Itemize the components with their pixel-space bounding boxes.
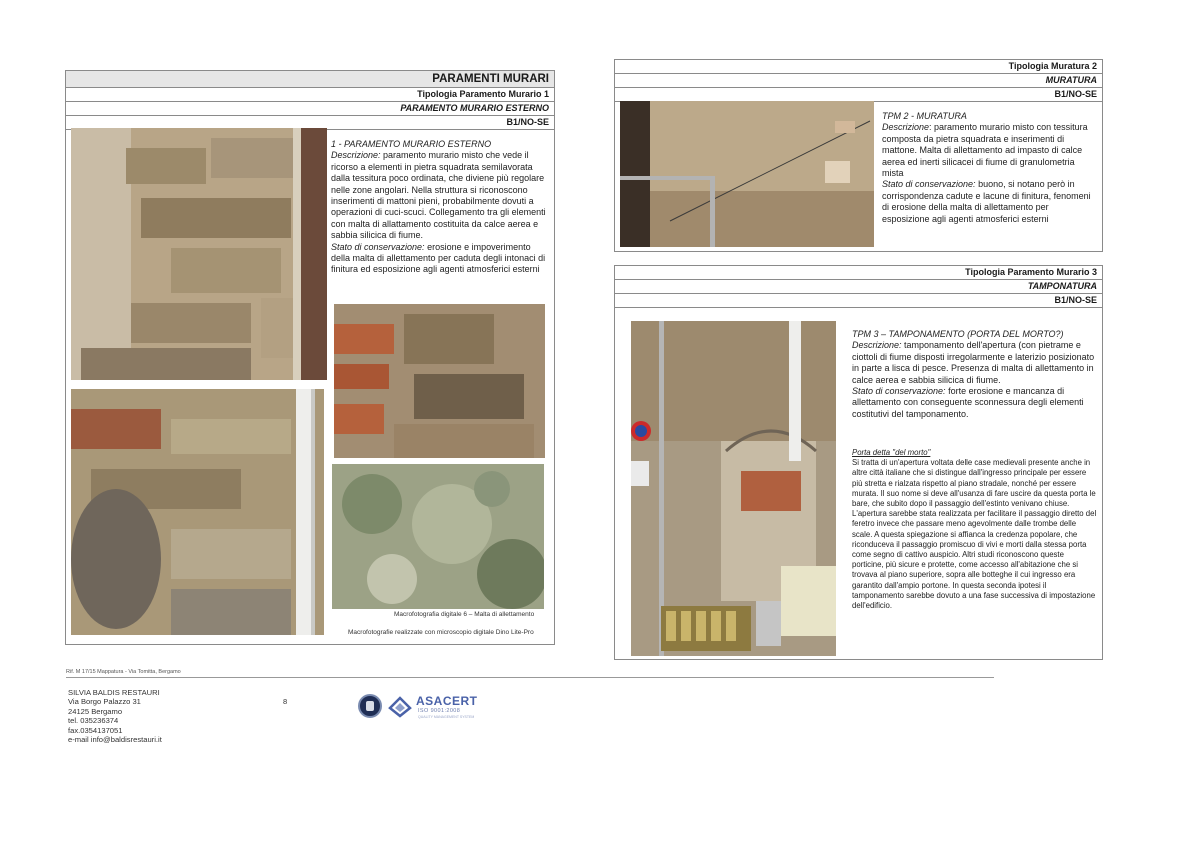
type-code: B1/NO-SE bbox=[66, 116, 554, 130]
macro-caption: Macrofotografia digitale 6 – Malta di allettamento bbox=[394, 611, 535, 618]
asacert-logo-icon bbox=[388, 694, 412, 718]
type-line: Tipologia Muratura 2 bbox=[615, 60, 1102, 74]
brick-closeup-photo bbox=[334, 304, 545, 458]
conservation-state: Stato di conservazione: erosione e impoverimento della malta di allettamento per caduta degli intonaci di finitura ed esposizione agli agenti atmosferici esterni bbox=[331, 241, 546, 275]
wall-photo-1 bbox=[71, 128, 327, 380]
type-line: Tipologia Paramento Murario 1 bbox=[66, 88, 554, 102]
telephone: tel. 035236374 bbox=[68, 716, 119, 726]
type-name: MURATURA bbox=[615, 74, 1102, 88]
cert-iso: ISO 9001:2008 bbox=[418, 708, 461, 714]
text-title: TPM 3 – TAMPONAMENTO (PORTA DEL MORTO?) bbox=[852, 329, 1064, 339]
note-text bbox=[852, 448, 1097, 611]
left-panel bbox=[65, 70, 555, 645]
description-text bbox=[882, 111, 1096, 225]
cert-name: ASACERT bbox=[416, 694, 478, 708]
conservation-state: Stato di conservazione: forte erosione e mancanza di allettamento con conseguente sconnessura degli elementi costitutivi del tamponamento. bbox=[852, 386, 1084, 419]
conservation-state: Stato di conservazione: buono, si notano però in corrispondenza cadute e lacune di finitura, fenomeni di erosione della malta di allettamento per esposizione agli agenti atmosferici esterni bbox=[882, 179, 1091, 224]
micro-caption: Macrofotografie realizzate con microscopio digitale Dino Lite-Pro bbox=[348, 629, 534, 636]
type-name: PARAMENTO MURARIO ESTERNO bbox=[66, 102, 554, 116]
city: 24125 Bergamo bbox=[68, 706, 123, 716]
section-header: PARAMENTI MURARI bbox=[66, 71, 554, 88]
description-text bbox=[331, 139, 551, 276]
type-name: TAMPONATURA bbox=[615, 280, 1102, 294]
wall-pipe-photo bbox=[71, 389, 324, 635]
reference-text: Rif. M 17/15 Mappatura - Via Tomitta, Bergamo bbox=[66, 669, 181, 675]
fax: fax.0354137051 bbox=[68, 725, 123, 735]
right-top-panel bbox=[614, 59, 1103, 252]
street: Via Borgo Palazzo 31 bbox=[68, 697, 141, 707]
accredia-logo-icon bbox=[358, 694, 382, 718]
infill-door-photo bbox=[631, 321, 836, 656]
description: Descrizione: paramento murario misto che vede il ricorso a elementi in pietra squadrata semilavorata dalla tessitura poco ordinata, che diviene più regolare nelle zone angolari. Nella struttura si riconoscono inserimenti di mattoni pieni, probabilmente dovuti a operazioni di cuci-scuci. Collegamento tra gli elementi con malta di allattamento costituita da calce aerea e sabbia silicica di fiume. bbox=[331, 150, 546, 241]
cert-sub: QUALITY MANAGEMENT SYSTEM bbox=[418, 715, 475, 719]
description-text bbox=[852, 329, 1097, 420]
company-name: SILVIA BALDIS RESTAURI bbox=[68, 688, 160, 697]
type-code: B1/NO-SE bbox=[615, 88, 1102, 102]
description: Descrizione: tamponamento dell'apertura (con pietrame e ciottoli di fiume disposti irregolarmente e laterizio posizionato in parte a lisca di pesce. Presenza di malta di allettamento in calce aerea e sabbia silicica di fiume. bbox=[852, 340, 1095, 385]
text-title: TPM 2 - MURATURA bbox=[882, 111, 967, 121]
footer-divider bbox=[66, 677, 994, 678]
right-bottom-panel bbox=[614, 265, 1103, 660]
description: Descrizione: paramento murario misto con tessitura composta da pietra squadrata e inserimenti di mattone. Malta di allettamento ad impasto di calce aerea ed inerti silicacei di fiume di granulometria mista bbox=[882, 122, 1088, 179]
page-number: 8 bbox=[283, 697, 288, 706]
masonry-photo bbox=[620, 101, 874, 247]
macro-photo bbox=[332, 464, 544, 609]
note-title: Porta detta "del morto" bbox=[852, 448, 931, 457]
type-code: B1/NO-SE bbox=[615, 294, 1102, 308]
text-title: 1 - PARAMENTO MURARIO ESTERNO bbox=[331, 139, 492, 149]
email: e-mail info@baldisrestauri.it bbox=[68, 735, 162, 745]
company-address bbox=[68, 688, 162, 744]
type-line: Tipologia Paramento Murario 3 bbox=[615, 266, 1102, 280]
note-body: Si tratta di un'apertura voltata delle case medievali presente anche in altre città italiane che si distingue dall'ingresso principale per essere più stretta e rialzata rispetto al piano stradale, nonché per essere murata. Il suo nome si deve all'usanza di fare uscire da questa porta le bare, che subito dopo il passaggio dell'estinto venivano chiuse. L'apertura sarebbe stata realizzata per facilitare il passaggio diretto del feretro invece che passare meno agevolmente dalle trombe delle scale. A questa spiegazione si affianca la credenza popolare, che riconduceva il passaggio promiscuo di vivi e morti dalla stessa porta come segno di cattivo auspicio. Altri studi riconoscono queste porticine, più sicure e protette, come accesso all'abitazione che si trovava al piano superiore, sopra alle botteghe il cui ingresso era garantito dall'ampio portone. In questa seconda ipotesi il tamponamento sarebbe dovuto a una fase successiva di impostazione dell'edificio. bbox=[852, 458, 1097, 611]
